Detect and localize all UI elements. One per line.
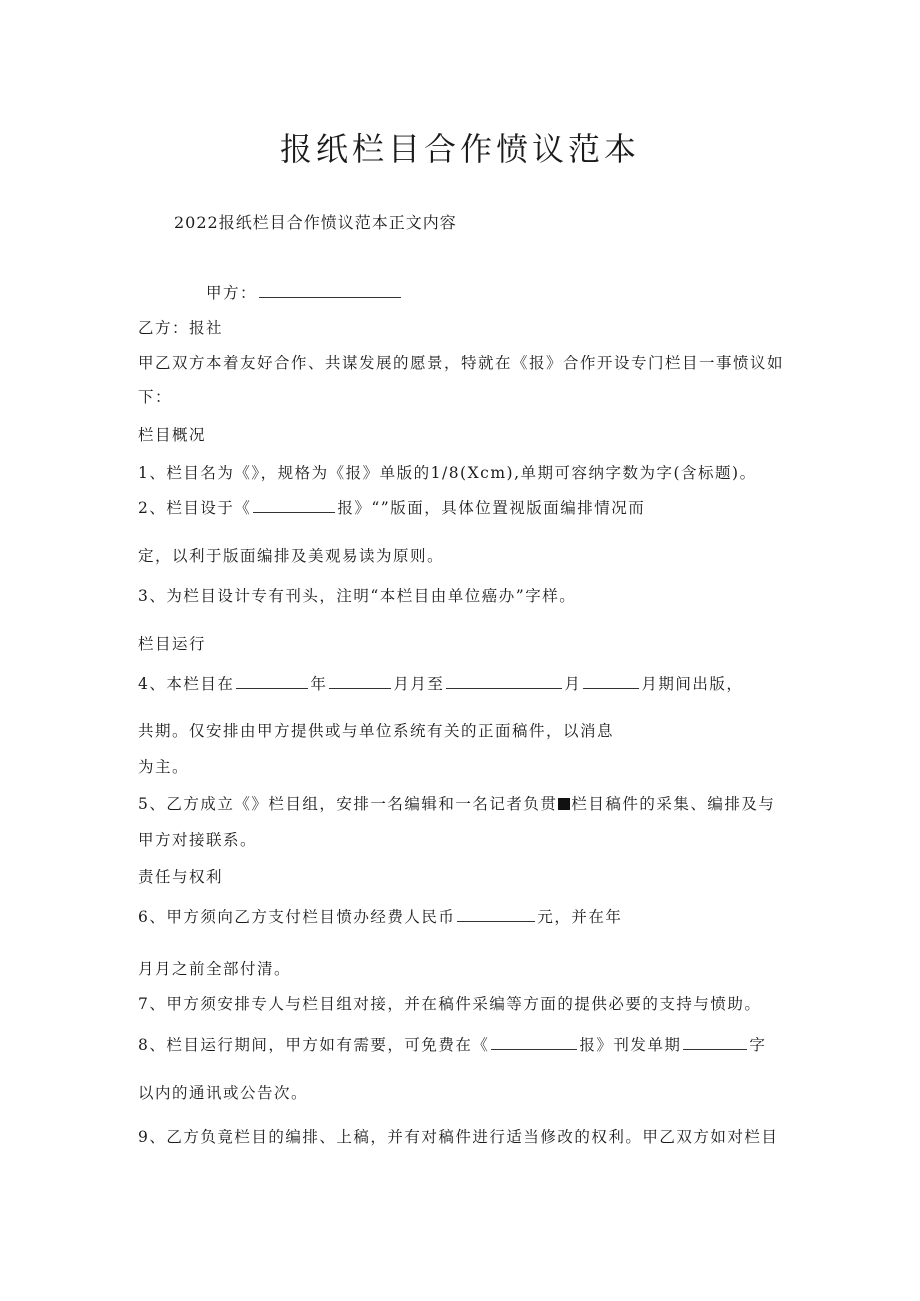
clause-6-blank-amount (457, 907, 535, 922)
party-a-label: 甲方： (206, 284, 258, 302)
clause-4-part-c: 月月至 (393, 675, 445, 693)
clause-8 (138, 1034, 766, 1056)
intro-line-2: 下： (138, 388, 173, 406)
clause-7: 7、甲方须安排专人与栏目组对接，并在稿件采编等方面的提供必要的支持与愤助。 (138, 995, 762, 1013)
clause-4-part-e: 月期间出版， (641, 675, 744, 693)
document-title: 报纸栏目合作愤议范本 (279, 130, 640, 168)
clause-5 (138, 793, 775, 815)
clause-8-continued: 以内的通讯或公告次。 (138, 1084, 309, 1102)
clause-9: 9、乙方负竟栏目的编排、上稿，并有对稿件进行适当修改的权利。甲乙双方如对栏目 (138, 1128, 779, 1146)
intro-line-1: 甲乙双方本着友好合作、共谋发展的愿景，特就在《报》合作开设专门栏目一事愤议如 (138, 354, 785, 372)
clause-4-blank-end-month (583, 674, 639, 689)
clause-2 (138, 497, 645, 519)
clause-4-blank-month (329, 674, 391, 689)
clause-4-blank-year (236, 674, 308, 689)
party-a-line (206, 282, 403, 304)
document-subtitle: 2022报纸栏目合作愤议范本正文内容 (174, 213, 457, 232)
clause-2-part-b: 报》“”版面，具体位置视版面编排情况而 (337, 499, 646, 517)
black-square-glyph (558, 798, 570, 810)
clause-5-part-b: 栏目稿件的采集、编排及与 (571, 795, 776, 813)
clause-4-blank-end (446, 674, 562, 689)
clause-2-blank (253, 498, 335, 513)
clause-8-blank-words (683, 1035, 747, 1050)
clause-8-part-b: 报》刊发单期 (579, 1036, 682, 1054)
clause-2-part-a: 2、栏目设于《 (138, 499, 252, 517)
clause-4 (138, 673, 743, 695)
clause-4-part-a: 4、本栏目在 (138, 675, 235, 693)
clause-4-part-d: 月 (564, 675, 582, 693)
clause-2-continued: 定，以利于版面编排及美观易读为原则。 (138, 547, 445, 565)
clause-8-blank-paper (491, 1035, 577, 1050)
clause-4-part-b: 年 (310, 675, 328, 693)
clause-6-continued: 月月之前全部付清。 (138, 960, 292, 978)
clause-3: 3、为栏目设计专有刊头，注明“本栏目由单位癌办”字样。 (138, 587, 577, 605)
party-b-line: 乙方：报社 (138, 319, 224, 337)
section-heading-rights: 责任与权利 (138, 868, 224, 886)
clause-6-part-a: 6、甲方须向乙方支付栏目愤办经费人民币 (138, 908, 456, 926)
clause-5-continued: 甲方对接联系。 (138, 831, 258, 849)
clause-8-part-c: 字 (749, 1036, 767, 1054)
clause-1: 1、栏目名为《》，规格为《报》单版的1/8(Xcm),单期可容纳字数为字(含标题)。 (138, 464, 757, 482)
clause-4-continued-1: 共期。仅安排由甲方提供或与单位系统有关的正面稿件，以消息 (138, 722, 615, 740)
clause-4-continued-2: 为主。 (138, 758, 190, 776)
clause-5-part-a: 5、乙方成立《》栏目组，安排一名编辑和一名记者负贯 (138, 795, 558, 813)
section-heading-operation: 栏目运行 (138, 635, 207, 653)
clause-6 (138, 906, 622, 928)
clause-8-part-a: 8、栏目运行期间，甲方如有需要，可免费在《 (138, 1036, 490, 1054)
section-heading-overview: 栏目概况 (138, 426, 207, 444)
clause-6-part-b: 元，并在年 (537, 908, 623, 926)
party-a-blank (259, 283, 401, 298)
